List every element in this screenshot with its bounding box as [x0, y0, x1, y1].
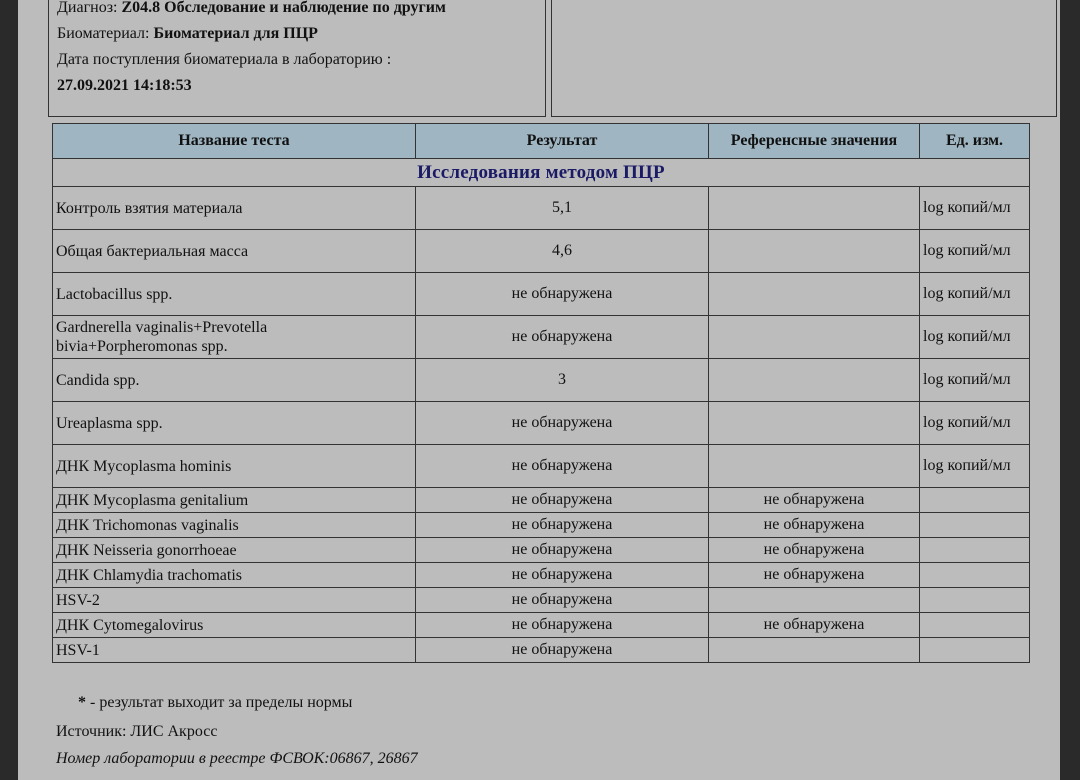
result-cell: не обнаружена	[416, 273, 709, 316]
result-cell: не обнаружена	[416, 563, 709, 588]
table-row	[53, 513, 1030, 538]
unit-cell: log копий/мл	[920, 402, 1030, 445]
table-row	[53, 402, 1030, 445]
report-page	[18, 0, 1060, 780]
diagnosis-line	[57, 0, 537, 21]
reference-cell	[709, 402, 920, 445]
patient-info-box	[48, 0, 546, 117]
footnote	[78, 694, 352, 712]
test-name-cell: Контроль взятия материала	[53, 187, 416, 230]
reference-cell	[709, 230, 920, 273]
reference-cell: не обнаружена	[709, 563, 920, 588]
results-table	[52, 123, 1030, 663]
unit-cell	[920, 588, 1030, 613]
table-row	[53, 230, 1030, 273]
test-name-cell: Lactobacillus spp.	[53, 273, 416, 316]
footnote-star: *	[78, 694, 86, 711]
table-row	[53, 638, 1030, 663]
source-line: Источник: ЛИС Акросс	[56, 723, 218, 740]
test-name-cell: Gardnerella vaginalis+Prevotella bivia+Porpheromonas spp.	[53, 316, 416, 359]
reference-cell	[709, 359, 920, 402]
diagnosis-value: Z04.8 Обследование и наблюдение по другим	[121, 0, 446, 16]
result-cell: не обнаружена	[416, 538, 709, 563]
test-name-cell: ДНК Trichomonas vaginalis	[53, 513, 416, 538]
result-cell: не обнаружена	[416, 488, 709, 513]
biomaterial-line	[57, 21, 537, 47]
unit-cell: log копий/мл	[920, 445, 1030, 488]
table-row	[53, 588, 1030, 613]
unit-cell	[920, 488, 1030, 513]
result-cell: не обнаружена	[416, 588, 709, 613]
test-name-cell: ДНК Mycoplasma hominis	[53, 445, 416, 488]
table-row	[53, 273, 1030, 316]
result-cell: не обнаружена	[416, 613, 709, 638]
reference-cell	[709, 588, 920, 613]
result-cell: 3	[416, 359, 709, 402]
column-header-result: Результат	[416, 124, 709, 159]
test-name-cell: ДНК Mycoplasma genitalium	[53, 488, 416, 513]
table-row	[53, 445, 1030, 488]
left-edge	[0, 0, 18, 780]
reference-cell: не обнаружена	[709, 538, 920, 563]
unit-cell: log копий/мл	[920, 316, 1030, 359]
result-cell: не обнаружена	[416, 445, 709, 488]
section-row	[53, 159, 1030, 187]
diagnosis-label: Диагноз:	[57, 0, 118, 16]
table-row	[53, 187, 1030, 230]
biomaterial-label: Биоматериал:	[57, 25, 150, 42]
result-cell: 5,1	[416, 187, 709, 230]
unit-cell: log копий/мл	[920, 359, 1030, 402]
reference-cell: не обнаружена	[709, 488, 920, 513]
table-row	[53, 359, 1030, 402]
test-name-cell: ДНК Cytomegalovirus	[53, 613, 416, 638]
test-name-cell: HSV-2	[53, 588, 416, 613]
receipt-label: Дата поступления биоматериала в лабораторию :	[57, 51, 392, 68]
test-name-cell: Candida spp.	[53, 359, 416, 402]
column-header-unit: Ед. изм.	[920, 124, 1030, 159]
result-cell: не обнаружена	[416, 638, 709, 663]
result-cell: не обнаружена	[416, 316, 709, 359]
test-name-cell: ДНК Chlamydia trachomatis	[53, 563, 416, 588]
column-header-reference: Референсные значения	[709, 124, 920, 159]
unit-cell: log копий/мл	[920, 230, 1030, 273]
reference-cell	[709, 187, 920, 230]
test-name-cell: ДНК Neisseria gonorrhoeae	[53, 538, 416, 563]
right-info-box	[551, 0, 1057, 117]
reference-cell	[709, 273, 920, 316]
table-row	[53, 316, 1030, 359]
right-edge	[1060, 0, 1080, 780]
unit-cell	[920, 638, 1030, 663]
table-row	[53, 488, 1030, 513]
table-header-row	[53, 124, 1030, 159]
table-row	[53, 563, 1030, 588]
biomaterial-value: Биоматериал для ПЦР	[153, 25, 318, 42]
result-cell: не обнаружена	[416, 402, 709, 445]
unit-cell	[920, 513, 1030, 538]
unit-cell	[920, 563, 1030, 588]
reference-cell	[709, 638, 920, 663]
result-cell: не обнаружена	[416, 513, 709, 538]
footnote-text: - результат выходит за пределы нормы	[86, 694, 353, 711]
unit-cell: log копий/мл	[920, 273, 1030, 316]
reference-cell	[709, 316, 920, 359]
receipt-value: 27.09.2021 14:18:53	[57, 77, 192, 94]
registry-line: Номер лаборатории в реестре ФСВОК:06867, 26867	[56, 750, 418, 767]
table-row	[53, 613, 1030, 638]
result-cell: 4,6	[416, 230, 709, 273]
reference-cell	[709, 445, 920, 488]
test-name-cell: Общая бактериальная масса	[53, 230, 416, 273]
reference-cell: не обнаружена	[709, 613, 920, 638]
test-name-cell: Ureaplasma spp.	[53, 402, 416, 445]
reference-cell: не обнаружена	[709, 513, 920, 538]
table-row	[53, 538, 1030, 563]
column-header-test-name: Название теста	[53, 124, 416, 159]
unit-cell	[920, 613, 1030, 638]
unit-cell	[920, 538, 1030, 563]
unit-cell: log копий/мл	[920, 187, 1030, 230]
section-title: Исследования методом ПЦР	[53, 159, 1030, 187]
test-name-cell: HSV-1	[53, 638, 416, 663]
